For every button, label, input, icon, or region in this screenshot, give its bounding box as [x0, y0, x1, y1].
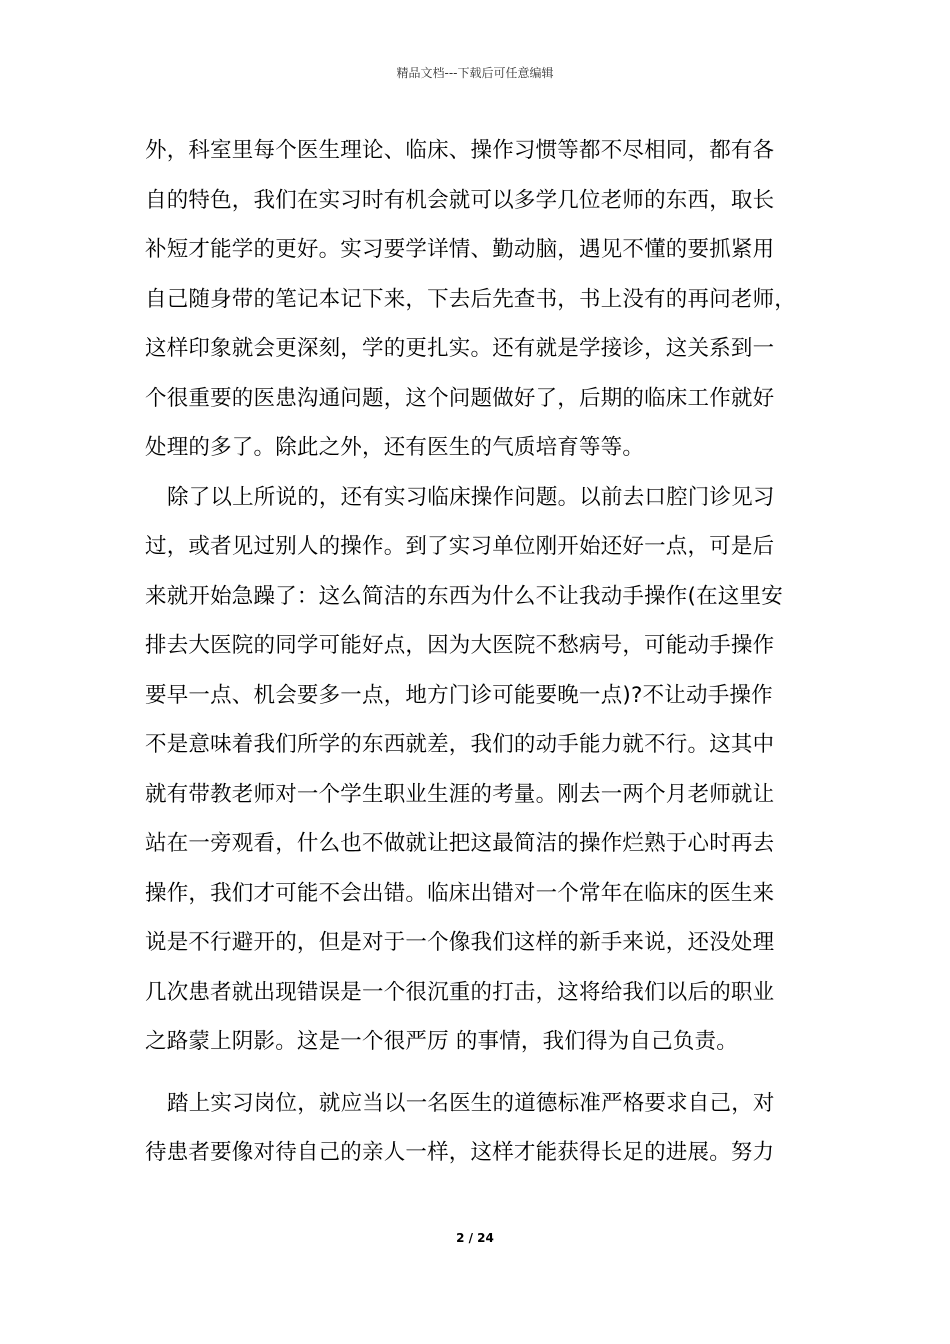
- text-line: 自的特色，我们在实习时有机会就可以多学几位老师的东西，取长: [145, 187, 775, 213]
- text-line: 除了以上所说的，还有实习临床操作问题。以前去口腔门诊见习: [167, 484, 775, 510]
- text-line: 待患者要像对待自己的亲人一样，这样才能获得长足的进展。努力: [145, 1140, 775, 1165]
- text-line: 要早一点、机会要多一点，地方门诊可能要晚一点)?不让动手操作: [145, 682, 773, 708]
- text-line: 站在一旁观看，什么也不做就让把这最简洁的操作烂熟于心时再去: [145, 831, 775, 856]
- text-line: 排去大医院的同学可能好点，因为大医院不愁病号，可能动手操作: [145, 633, 775, 658]
- text-line: 踏上实习岗位，就应当以一名医生的道德标准严格要求自己，对: [167, 1090, 775, 1116]
- text-line: 操作，我们才可能不会出错。临床出错对一个常年在临床的医生来: [145, 880, 775, 906]
- text-line: 补短才能学的更好。实习要学详情、勤动脑，遇见不懂的要抓紧用: [145, 237, 775, 262]
- text-line: 处理的多了。除此之外，还有医生的气质培育等等。: [145, 435, 645, 460]
- document-header: 精品文档---下载后可任意编辑: [396, 66, 554, 80]
- text-line: 外，科室里每个医生理论、临床、操作习惯等都不尽相同，都有各: [145, 138, 775, 163]
- text-line: 不是意味着我们所学的东西就差，我们的动手能力就不行。这其中: [145, 732, 775, 757]
- text-line: 之路蒙上阴影。这是一个很严厉 的事情，我们得为自己负责。: [145, 1029, 738, 1054]
- page-number: 2 / 24: [456, 1231, 494, 1245]
- text-line: 几次患者就出现错误是一个很沉重的打击，这将给我们以后的职业: [145, 979, 775, 1005]
- text-line: 过，或者见过别人的操作。到了实习单位刚开始还好一点，可是后: [145, 534, 775, 559]
- text-line: 说是不行避开的，但是对于一个像我们这样的新手来说，还没处理: [145, 930, 775, 955]
- text-line: 自己随身带的笔记本记下来，下去后先查书，书上没有的再问老师，: [145, 286, 797, 312]
- text-line: 就有带教老师对一个学生职业生涯的考量。刚去一两个月老师就让: [145, 781, 775, 807]
- text-line: 来就开始急躁了：这么简洁的东西为什么不让我动手操作(在这里安: [145, 583, 783, 609]
- document-body: [145, 131, 815, 1183]
- text-line: 个很重要的医患沟通问题，这个问题做好了，后期的临床工作就好: [145, 385, 775, 411]
- text-line: 这样印象就会更深刻，学的更扎实。还有就是学接诊，这关系到一: [145, 336, 775, 361]
